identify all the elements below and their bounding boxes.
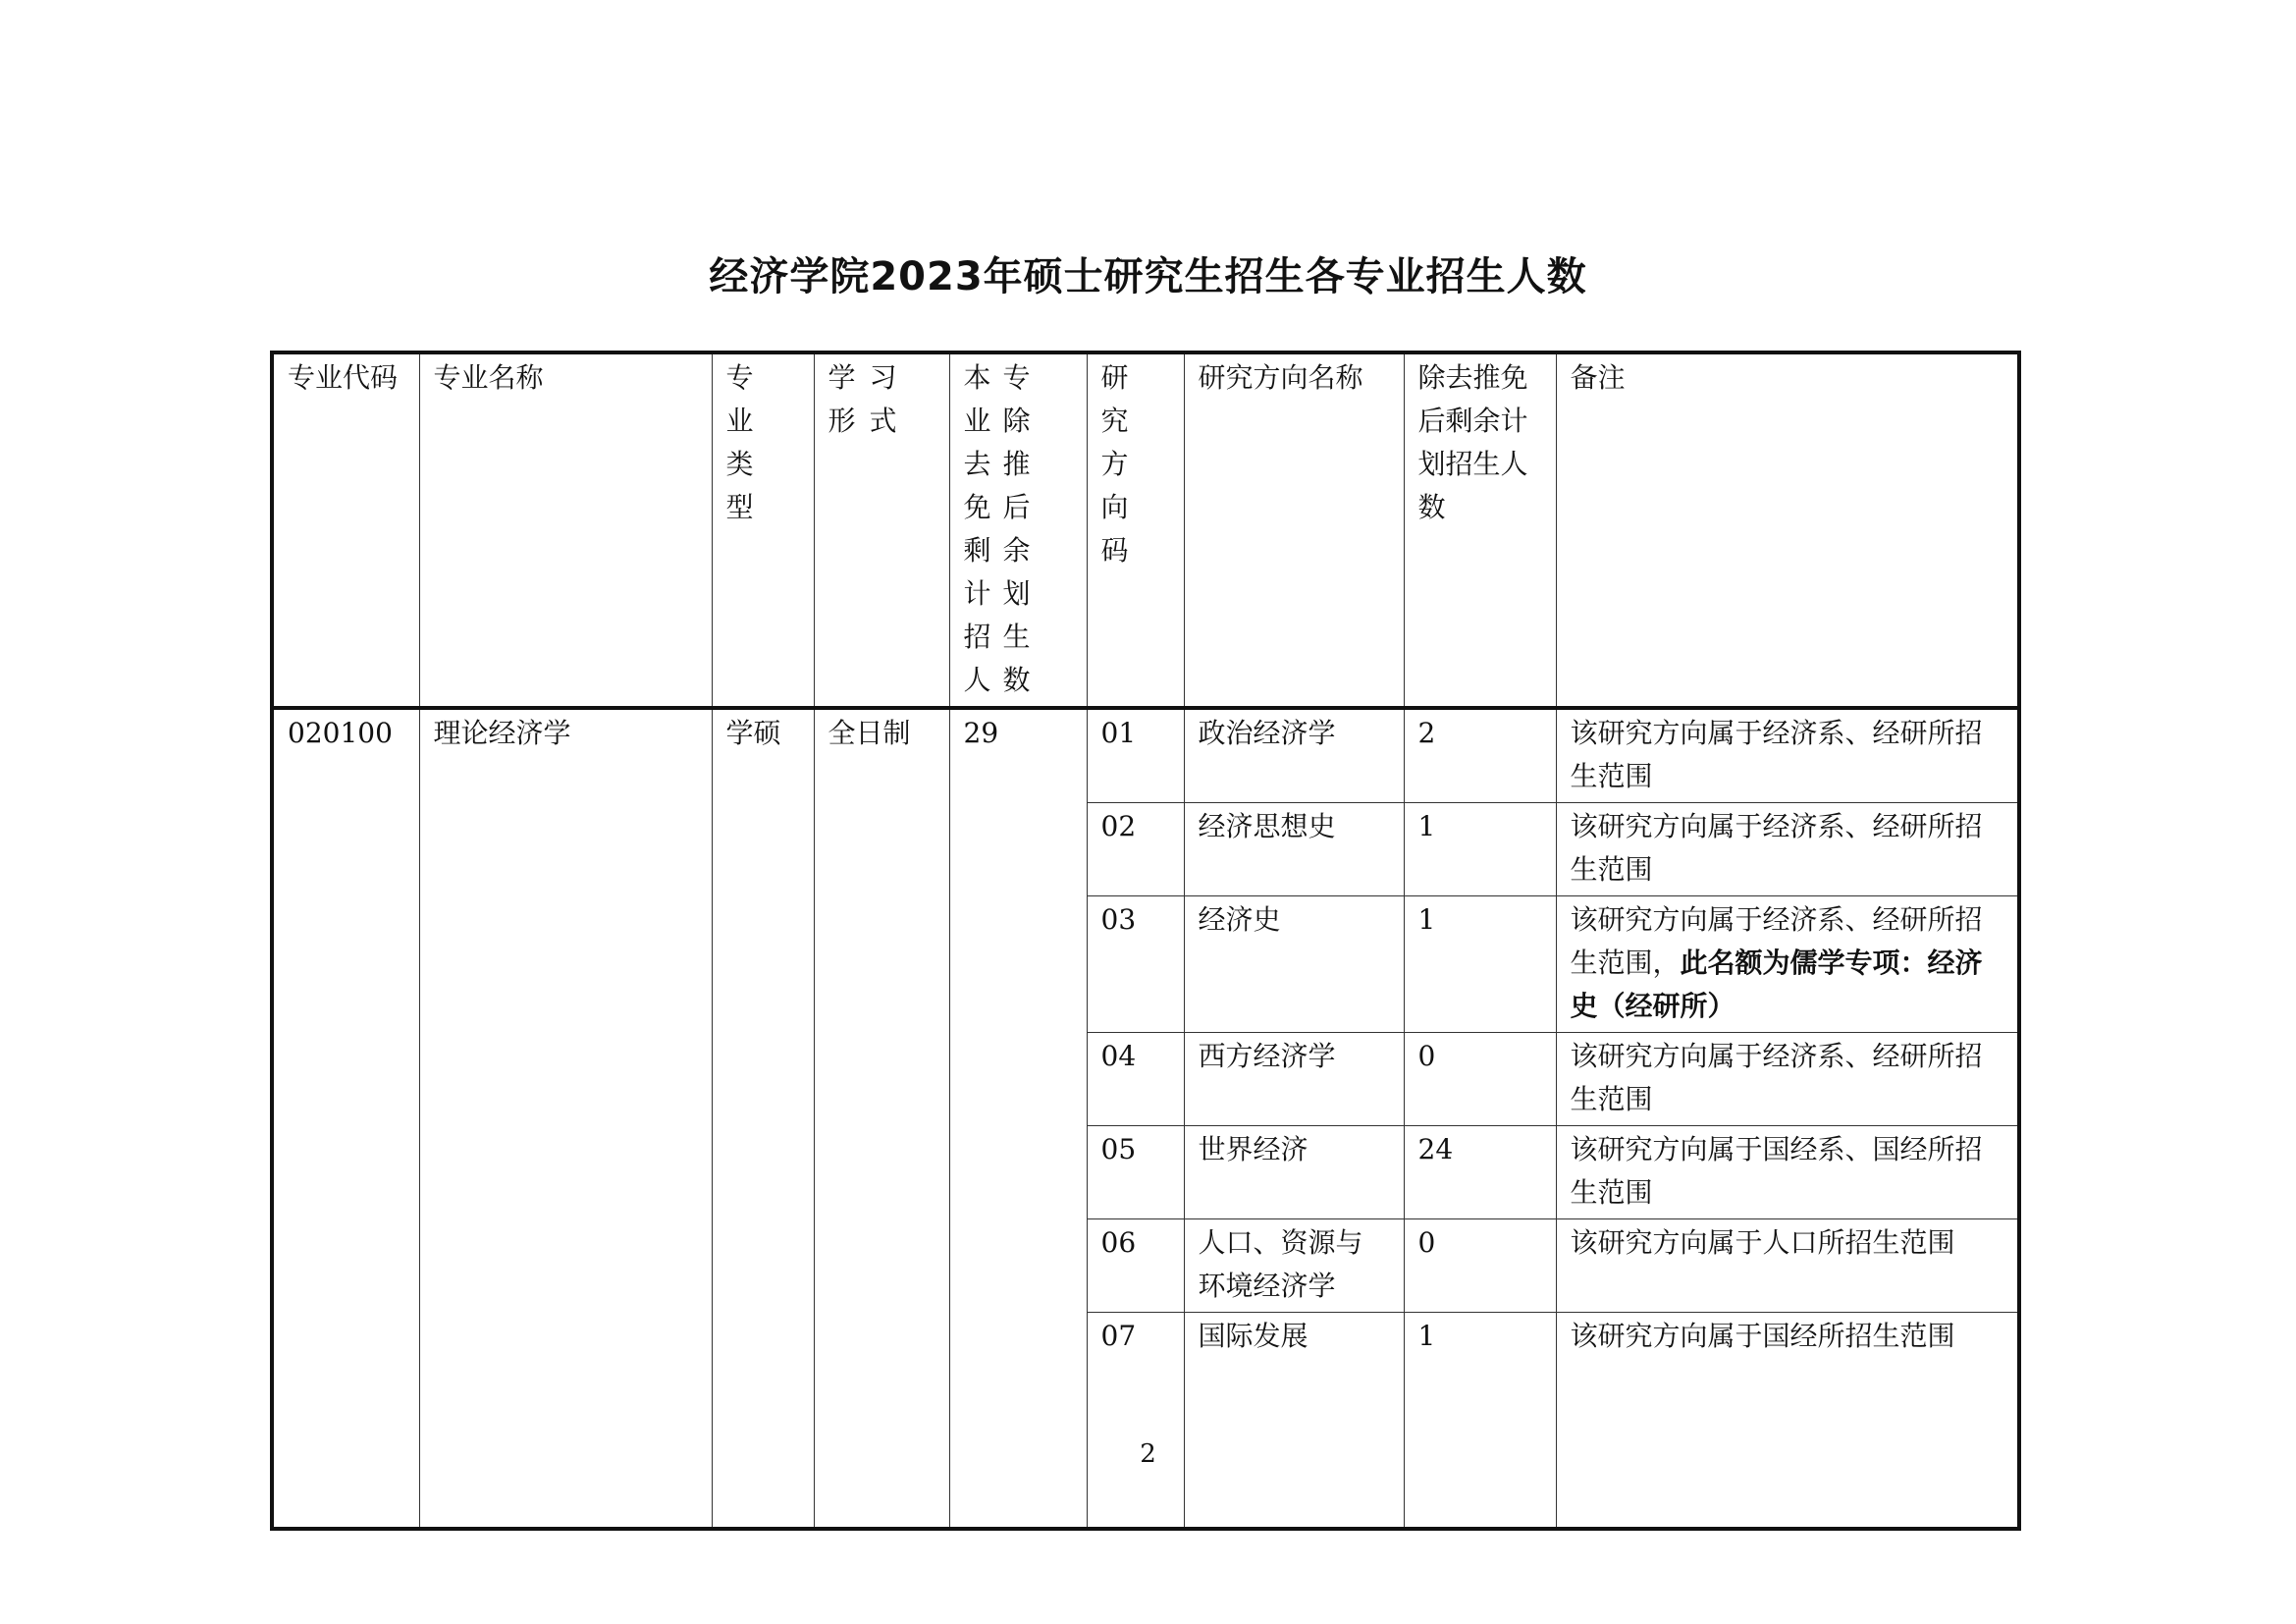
header-total-quota: 本专业除去推免后剩余计划招生人数: [949, 352, 1087, 708]
enrollment-table: [270, 351, 2021, 1531]
direction-note-cell: 该研究方向属于经济系、经研所招生范围: [1556, 803, 2019, 896]
direction-code-cell: 03: [1087, 896, 1184, 1033]
direction-name-cell: 政治经济学: [1184, 708, 1404, 803]
direction-note-cell: 该研究方向属于国经系、国经所招生范围: [1556, 1126, 2019, 1219]
direction-name-cell: 西方经济学: [1184, 1033, 1404, 1126]
direction-quota-cell: 1: [1404, 896, 1556, 1033]
note-bold-text: 此名额为儒学专项：经济史（经研所）: [1570, 947, 1983, 1022]
header-direction-code: 研究方向码: [1087, 352, 1184, 708]
direction-code-cell: 06: [1087, 1219, 1184, 1313]
header-major-name: 专业名称: [419, 352, 712, 708]
header-direction-quota: 除去推免后剩余计划招生人数: [1404, 352, 1556, 708]
direction-note-cell: 该研究方向属于经济系、经研所招生范围: [1556, 1033, 2019, 1126]
direction-name-cell: 世界经济: [1184, 1126, 1404, 1219]
note-text: 该研究方向属于经济系、经研所招生范围，: [1570, 903, 1983, 979]
direction-note-cell: 该研究方向属于经济系、经研所招生范围: [1556, 708, 2019, 803]
direction-name-cell: 国际发展: [1184, 1313, 1404, 1530]
total-quota-cell: 29: [949, 708, 1087, 1529]
document-title: 经济学院2023年硕士研究生招生各专业招生人数: [709, 254, 1587, 299]
direction-quota-cell: 0: [1404, 1219, 1556, 1313]
direction-code-cell: 02: [1087, 803, 1184, 896]
page-number: 2: [1140, 1439, 1156, 1469]
direction-quota-cell: 0: [1404, 1033, 1556, 1126]
direction-name-cell: 人口、资源与环境经济学: [1184, 1219, 1404, 1313]
header-major-type: 专业类型: [712, 352, 814, 708]
direction-name-cell: 经济史: [1184, 896, 1404, 1033]
direction-code-cell: 01: [1087, 708, 1184, 803]
direction-quota-cell: 1: [1404, 803, 1556, 896]
study-mode-cell: 全日制: [814, 708, 949, 1529]
direction-name-cell: 经济思想史: [1184, 803, 1404, 896]
header-study-mode: 学习形式: [814, 352, 949, 708]
major-name-cell: 理论经济学: [419, 708, 712, 1529]
header-note: 备注: [1556, 352, 2019, 708]
header-major-code: 专业代码: [272, 352, 419, 708]
direction-code-cell: 07: [1087, 1313, 1184, 1530]
direction-quota-cell: 24: [1404, 1126, 1556, 1219]
major-type-cell: 学硕: [712, 708, 814, 1529]
header-row: [272, 352, 2019, 708]
direction-quota-cell: 2: [1404, 708, 1556, 803]
major-code-cell: 020100: [272, 708, 419, 1529]
direction-note-cell: 该研究方向属于人口所招生范围: [1556, 1219, 2019, 1313]
direction-note-cell: [1556, 896, 2019, 1033]
direction-note-cell: 该研究方向属于国经所招生范围: [1556, 1313, 2019, 1530]
table-row: [272, 708, 2019, 803]
direction-code-cell: 05: [1087, 1126, 1184, 1219]
direction-code-cell: 04: [1087, 1033, 1184, 1126]
direction-quota-cell: 1: [1404, 1313, 1556, 1530]
header-direction-name: 研究方向名称: [1184, 352, 1404, 708]
